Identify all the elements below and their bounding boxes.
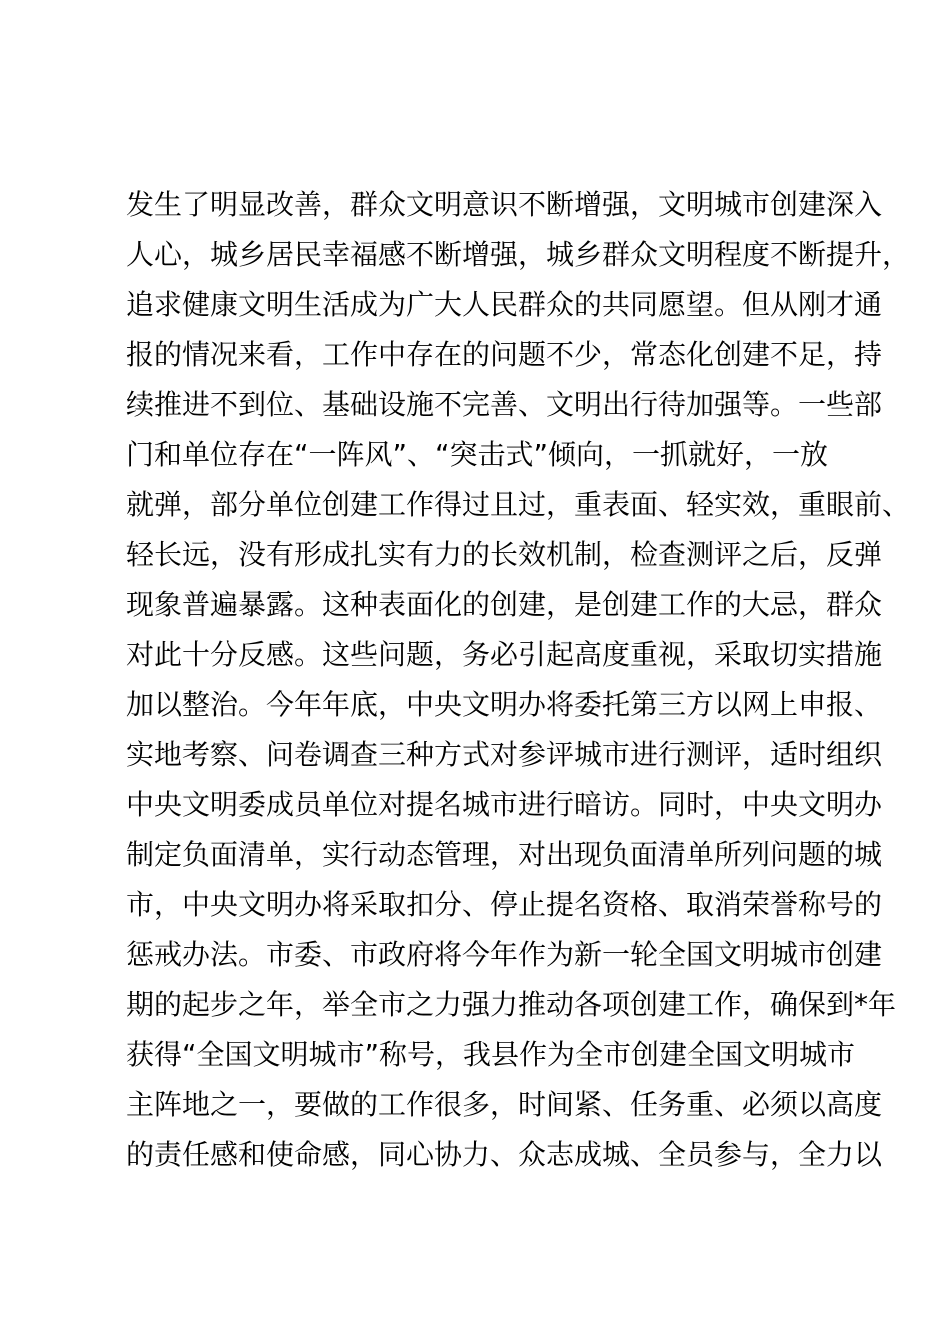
text-line-20: 的责任感和使命感，同心协力、众志成城、全员参与，全力以 (126, 1138, 883, 1171)
text-line-7: 就弹，部分单位创建工作得过且过，重表面、轻实效，重眼前、 (126, 488, 911, 521)
text-line-1: 发生了明显改善，群众文明意识不断增强，文明城市创建深入 (126, 188, 883, 221)
text-line-12: 实地考察、问卷调查三种方式对参评城市进行测评，适时组织 (126, 738, 883, 771)
text-line-19: 主阵地之一，要做的工作很多，时间紧、任务重、必须以高度 (126, 1088, 883, 1121)
text-line-14: 制定负面清单，实行动态管理，对出现负面清单所列问题的城 (126, 838, 883, 871)
text-line-10: 对此十分反感。这些问题，务必引起高度重视，采取切实措施 (126, 638, 883, 671)
text-line-3: 追求健康文明生活成为广大人民群众的共同愿望。但从刚才通 (126, 288, 883, 321)
text-line-17: 期的起步之年，举全市之力强力推动各项创建工作，确保到*年 (126, 988, 897, 1021)
text-line-6: 门和单位存在“一阵风”、“突击式”倾向，一抓就好，一放 (126, 438, 829, 471)
body-paragraph (126, 180, 911, 1180)
text-line-4: 报的情况来看，工作中存在的问题不少，常态化创建不足，持 (126, 338, 883, 371)
text-line-9: 现象普遍暴露。这种表面化的创建，是创建工作的大忌，群众 (126, 588, 883, 621)
text-line-18: 获得“全国文明城市”称号，我县作为全市创建全国文明城市 (126, 1038, 856, 1071)
text-line-8: 轻长远，没有形成扎实有力的长效机制，检查测评之后，反弹 (126, 538, 883, 571)
text-line-5: 续推进不到位、基础设施不完善、文明出行待加强等。一些部 (126, 388, 883, 421)
text-line-2: 人心，城乡居民幸福感不断增强，城乡群众文明程度不断提升， (126, 238, 911, 271)
text-line-16: 惩戒办法。市委、市政府将今年作为新一轮全国文明城市创建 (126, 938, 883, 971)
text-line-11: 加以整治。今年年底，中央文明办将委托第三方以网上申报、 (126, 688, 883, 721)
text-line-13: 中央文明委成员单位对提名城市进行暗访。同时，中央文明办 (126, 788, 883, 821)
text-line-15: 市，中央文明办将采取扣分、停止提名资格、取消荣誉称号的 (126, 888, 883, 921)
